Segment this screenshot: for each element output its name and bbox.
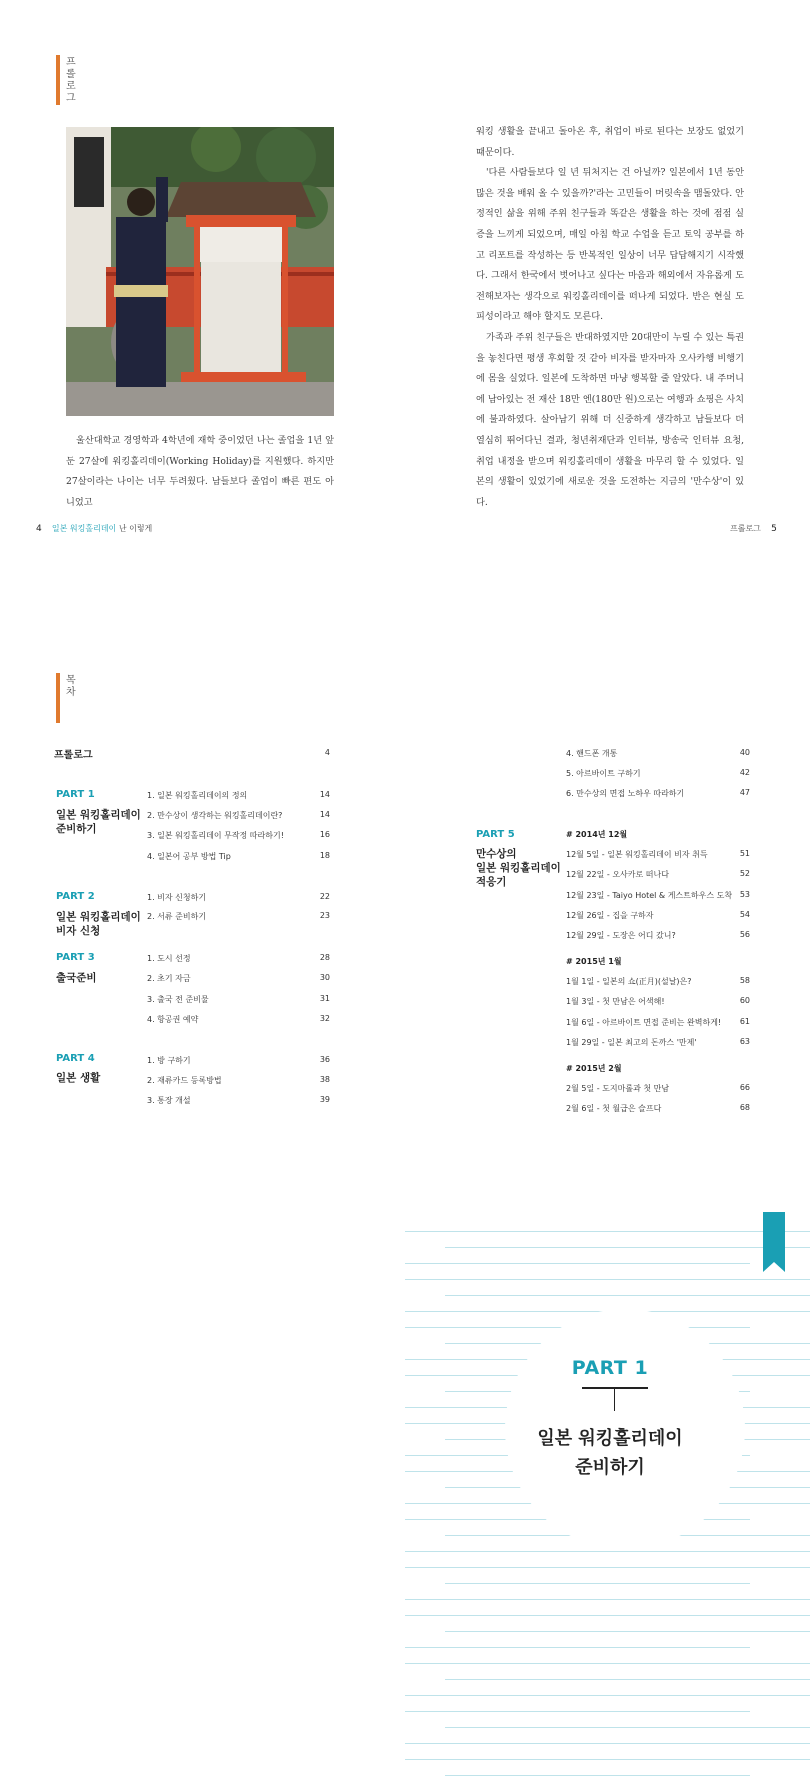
- section-title-text: 목차: [66, 675, 76, 698]
- ruled-line: [405, 1663, 810, 1664]
- toc-entry[interactable]: 1월 29일 - 일본 최고의 돈까스 '만제': [566, 1038, 697, 1047]
- toc-page-number: 63: [739, 1037, 750, 1046]
- book-subtitle: 난 이렇게: [118, 524, 153, 533]
- ruled-line: [405, 1263, 750, 1264]
- ruled-line: [445, 1679, 810, 1680]
- month-heading: # 2014년 12월: [566, 830, 628, 839]
- part-title: [56, 971, 97, 985]
- part-title-line: 일본 워킹홀리데이: [476, 862, 561, 874]
- toc-page-number: 4: [324, 748, 330, 757]
- toc-page-number: 53: [739, 890, 750, 899]
- part-title-line: 만수상의: [476, 848, 517, 860]
- folio-left: [36, 523, 152, 534]
- folio-section: 프롤로그: [730, 524, 761, 533]
- toc-page-number: 56: [739, 930, 750, 939]
- toc-entry[interactable]: 12월 26일 - 집을 구하자: [566, 911, 654, 920]
- part-title-line: 준비하기: [56, 823, 97, 835]
- toc-entry[interactable]: 1. 방 구하기: [147, 1056, 191, 1065]
- part-label: PART 1: [571, 1357, 649, 1379]
- toc-page-number: 36: [319, 1055, 330, 1064]
- ruled-line: [445, 1247, 810, 1248]
- toc-page-number: 23: [319, 911, 330, 920]
- toc-entry[interactable]: 1월 1일 - 일본의 쇼(正月)(설날)은?: [566, 977, 692, 986]
- month-heading: # 2015년 2월: [566, 1064, 622, 1073]
- toc-entry[interactable]: 3. 출국 전 준비물: [147, 995, 209, 1004]
- toc-page-number: 32: [319, 1014, 330, 1023]
- toc-page-number: 54: [739, 910, 750, 919]
- toc-entry[interactable]: 2. 초기 자금: [147, 974, 191, 983]
- toc-page-number: 58: [739, 976, 750, 985]
- toc-page-number: 61: [739, 1017, 750, 1026]
- toc-page-number: 16: [319, 830, 330, 839]
- toc-page-number: 60: [739, 996, 750, 1005]
- toc-entry[interactable]: 2월 6일 - 첫 월급은 슬프다: [566, 1104, 662, 1113]
- toc-page-number: 68: [739, 1103, 750, 1112]
- ruled-line: [405, 1647, 750, 1648]
- part-label: PART 1: [56, 789, 95, 800]
- toc-entry[interactable]: 1. 비자 신청하기: [147, 893, 207, 902]
- paragraph: 울산대학교 경영학과 4학년에 재학 중이었던 나는 졸업을 1년 앞둔 27살에 워킹홀리데이(Working Holiday)를 지원했다. 하지만 27살이라는 나이는 너무 두려웠다. 남들보다 졸업이 빠른 편도 아니었고: [66, 435, 334, 508]
- ruled-line: [445, 1727, 810, 1728]
- part-title-line: 비자 신청: [56, 925, 101, 937]
- bookmark-ribbon-icon: [763, 1212, 785, 1272]
- ruled-line: [405, 1231, 810, 1232]
- toc-entry[interactable]: 1. 일본 워킹홀리데이의 정의: [147, 791, 248, 800]
- toc-page-number: 28: [319, 953, 330, 962]
- part-title: [500, 1424, 720, 1482]
- ruled-line: [445, 1295, 810, 1296]
- part-title: [56, 1071, 100, 1085]
- toc-entry[interactable]: 12월 29일 - 도장은 어디 갔니?: [566, 931, 676, 940]
- folio-right: [730, 523, 777, 534]
- toc-page-number: 40: [739, 748, 750, 757]
- toc-page-number: 52: [739, 869, 750, 878]
- part-title: [56, 808, 141, 836]
- title-rule-vertical: [614, 1389, 615, 1411]
- toc-entry[interactable]: 6. 만수상의 면접 노하우 따라하기: [566, 789, 685, 798]
- part-label: PART 5: [476, 829, 515, 840]
- paragraph: 워킹 생활을 끝내고 돌아온 후, 취업이 바로 된다는 보장도 없었기 때문이다.: [476, 126, 744, 158]
- toc-page-number: 30: [319, 973, 330, 982]
- toc-entry[interactable]: 12월 23일 - Taiyo Hotel & 게스트하우스 도착: [566, 891, 733, 900]
- toc-entry[interactable]: 2. 서류 준비하기: [147, 912, 207, 921]
- ruled-line: [405, 1567, 810, 1568]
- toc-entry[interactable]: 4. 항공권 예약: [147, 1015, 199, 1024]
- section-title-text: 프롤로그: [66, 57, 76, 104]
- ruled-line: [445, 1631, 810, 1632]
- part-label: PART 2: [56, 891, 95, 902]
- title-rule: [582, 1387, 648, 1389]
- part-title-line: 출국준비: [56, 972, 97, 984]
- part-label: PART 4: [56, 1053, 95, 1064]
- toc-entry[interactable]: 1월 3일 - 첫 만남은 어색해!: [566, 997, 665, 1006]
- toc-page-number: 66: [739, 1083, 750, 1092]
- toc-entry[interactable]: 12월 22일 - 오사카로 떠나다: [566, 870, 669, 879]
- part-title: [56, 910, 141, 938]
- ruled-line: [445, 1775, 750, 1776]
- toc-page-number: 18: [319, 851, 330, 860]
- month-heading: # 2015년 1월: [566, 957, 622, 966]
- ruled-line: [405, 1759, 810, 1760]
- part-title-line: 준비하기: [575, 1457, 645, 1478]
- ruled-line: [405, 1743, 810, 1744]
- part-title-line: 일본 워킹홀리데이: [537, 1428, 683, 1449]
- ruled-line: [405, 1711, 750, 1712]
- toc-page-number: 51: [739, 849, 750, 858]
- prologue-right-column: [476, 122, 744, 513]
- toc-page-number: 14: [319, 790, 330, 799]
- toc-entry[interactable]: 4. 핸드폰 개통: [566, 749, 618, 758]
- toc-entry[interactable]: 3. 일본 워킹홀리데이 무작정 따라하기!: [147, 831, 284, 840]
- toc-entry[interactable]: 1. 도시 선정: [147, 954, 191, 963]
- shrine-illustration: [66, 127, 334, 416]
- part-title-line: 일본 워킹홀리데이: [56, 809, 141, 821]
- toc-page-number: 22: [319, 892, 330, 901]
- page-number: 4: [36, 524, 42, 534]
- ruled-line: [405, 1279, 810, 1280]
- part-label: PART 3: [56, 952, 95, 963]
- toc-page-number: 39: [319, 1095, 330, 1104]
- toc-page-number: 31: [319, 994, 330, 1003]
- prologue-left-paragraph: [66, 431, 334, 513]
- ruled-line: [405, 1695, 810, 1696]
- part-title-line: 일본 워킹홀리데이: [56, 911, 141, 923]
- toc-entry[interactable]: 2. 만수상이 생각하는 워킹홀리데이란?: [147, 811, 283, 820]
- ruled-line: [445, 1583, 750, 1584]
- page-number: 5: [771, 524, 777, 534]
- toc-page-number: 14: [319, 810, 330, 819]
- orange-accent-bar: [56, 673, 60, 723]
- toc-page-number: 42: [739, 768, 750, 777]
- ruled-line: [405, 1599, 810, 1600]
- ruled-line: [405, 1551, 810, 1552]
- toc-entry[interactable]: 1월 6일 - 아르바이트 면접 준비는 완벽하게!: [566, 1018, 722, 1027]
- toc-page-number: 47: [739, 788, 750, 797]
- ruled-line: [405, 1615, 810, 1616]
- toc-entry[interactable]: 2. 재류카드 등록방법: [147, 1076, 222, 1085]
- toc-entry[interactable]: 3. 통장 개설: [147, 1096, 191, 1105]
- part-title-line: 일본 생활: [56, 1072, 101, 1084]
- part-title: [476, 847, 561, 889]
- orange-accent-bar: [56, 55, 60, 105]
- part-title-line: 적응기: [476, 876, 507, 888]
- shrine-photo: [66, 127, 334, 416]
- toc-entry[interactable]: 4. 일본어 공부 방법 Tip: [147, 852, 231, 861]
- paragraph: '다른 사람들보다 일 년 뒤처지는 건 아닐까? 일본에서 1년 동안 많은 것을 배워 올 수 있을까?'라는 고민들이 머릿속을 맴돌았다. 안정적인 삶을 위해 주위 친구들과 똑같은 생활을 하는 것에 점점 실증을 느끼게 되었으며, 매일 아침 학교 수업을 듣고 토익 공부를 하고 리포트를 작성하는 등 반복적인 일상이 너무 답답해지기 시작했다. 그래서 한국에서 벗어나고 싶다는 마음과 해외에서 자유롭게 도전해보자는 생각으로 워킹홀리데이를 떠나게 되었다. 반은 현실 도피성이라고 해야 할지도 모른다.: [476, 167, 744, 323]
- book-title: 일본 워킹홀리데이: [51, 524, 117, 533]
- toc-page-number: 38: [319, 1075, 330, 1084]
- toc-entry[interactable]: 12월 5일 - 일본 워킹홀리데이 비자 취득: [566, 850, 708, 859]
- toc-entry[interactable]: 5. 아르바이트 구하기: [566, 769, 641, 778]
- paragraph: 가족과 주위 친구들은 반대하였지만 20대만이 누릴 수 있는 특권을 놓친다면 평생 후회할 것 같아 비자를 받자마자 오사카행 비행기에 몸을 실었다. 일본에 도착하면 마냥 행복할 줄 알았다. 내 주머니에 남아있는 전 재산 18만 엔(180만 원)으로는 여행과 쇼핑은 사치에 불과하였다. 살아남기 위해 더 신중하게 생각하고 남들보다 더 열심히 뛰어다닌 결과, 청년취재단과 인터뷰, 방송국 인터뷰 요청, 취업 내정을 받으며 워킹홀리데이 생활을 마무리 할 수 있었다. 일본의 생활이 있었기에 새로운 것을 도전하는 지금의 '만수상'이 있다.: [476, 331, 744, 508]
- toc-prologue-label[interactable]: 프롤로그: [54, 750, 93, 761]
- part-divider-page: [405, 1219, 810, 1784]
- toc-entry[interactable]: 2월 5일 - 도지마롤과 첫 만남: [566, 1084, 670, 1093]
